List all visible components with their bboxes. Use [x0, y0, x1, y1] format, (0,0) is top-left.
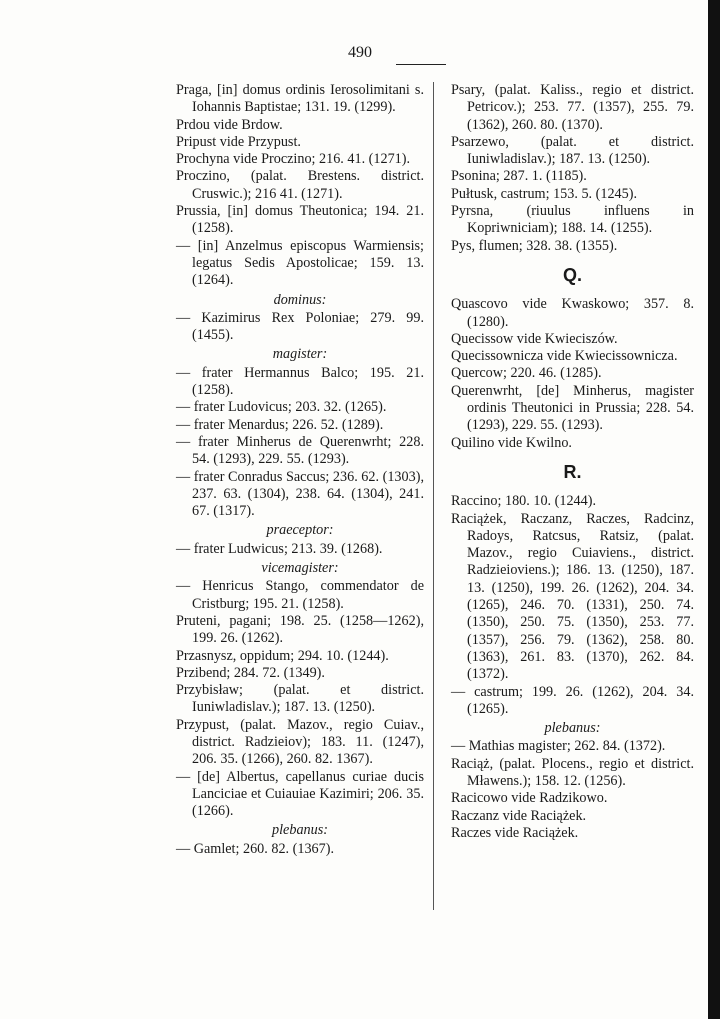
- left-column: [176, 82, 424, 858]
- index-entry: Pułtusk, castrum; 153. 5. (1245).: [451, 185, 638, 202]
- index-entry: Pruteni, pagani; 198. 25. (1258—1262), 199. 26. (1262).: [176, 612, 424, 647]
- index-entry: Proczino, (palat. Brestens. district. Cruswic.); 216 41. (1271).: [176, 168, 424, 202]
- index-entry: — frater Hermannus Balco; 195. 21. (1258).: [176, 364, 424, 399]
- index-entry: Quecissow vide Kwieciszów.: [451, 330, 618, 347]
- index-entry: — [in] Anzelmus episcopus Warmiensis; legatus Sedis Apostolicae; 159. 13. (1264).: [176, 237, 424, 289]
- index-entry: — [de] Albertus, capellanus curiae ducis Lanciciae et Cuiauiae Kazimiri; 206. 35. (1266).: [176, 768, 424, 820]
- index-entry: — frater Menardus; 226. 52. (1289).: [176, 416, 384, 433]
- section-letter: Q.: [562, 264, 582, 285]
- index-entry: Querenwrht, [de] Minherus, magister ordinis Theutonici in Prussia; 228. 54. (1293), 229. 55. (1293).: [451, 382, 694, 434]
- index-entry: — frater Minherus de Querenwrht; 228. 54. (1293), 229. 55. (1293).: [176, 433, 424, 468]
- index-entry: Raczes vide Raciążek.: [451, 824, 579, 841]
- subheading: vicemagister:: [261, 560, 339, 577]
- index-entry: — frater Ludovicus; 203. 32. (1265).: [176, 399, 387, 416]
- index-entry: Quilino vide Kwilno.: [451, 434, 572, 451]
- index-entry: Przibend; 284. 72. (1349).: [176, 664, 325, 681]
- index-entry: Psarzewo, (palat. et district. Iuniwladislav.); 187. 13. (1250).: [451, 133, 694, 168]
- index-entry: Pys, flumen; 328. 38. (1355).: [451, 237, 618, 254]
- index-entry: — castrum; 199. 26. (1262), 204. 34. (1265).: [451, 683, 694, 717]
- index-entry: Quecissownicza vide Kwiecissownicza.: [451, 348, 678, 365]
- subheading: dominus:: [273, 291, 327, 308]
- index-entry: Quascovo vide Kwaskowo; 357. 8. (1280).: [451, 296, 694, 330]
- subheading: magister:: [272, 346, 328, 363]
- index-entry: Raciążek, Raczanz, Raczes, Radcinz, Radoys, Ratcsus, Ratsiz, (palat. Mazov., regio Cuiaviens., district. Radzieioviens.); 186. 13. (1250), 187. 13. (1250), 199. 26. (1262), 204. 34. (1265), 246. 70. (1331), 250. 74. (1350), 250. 75. (1350), 253. 77. (1357), 256. 79. (1362), 258. 80. (1363), 261. 83. (1370), 262. 84. (1372).: [451, 510, 694, 683]
- index-entry: — Gamlet; 260. 82. (1367).: [176, 840, 335, 857]
- index-entry: Praga, [in] domus ordinis Ierosolimitani s. Iohannis Baptistae; 131. 19. (1299).: [176, 82, 424, 116]
- page-edge-shadow: [708, 0, 720, 1019]
- index-entry: Prdou vide Brdow.: [176, 116, 283, 133]
- index-entry: Raczanz vide Raciążek.: [451, 807, 587, 824]
- index-entry: — Kazimirus Rex Poloniae; 279. 99. (1455).: [176, 309, 424, 344]
- section-letter: R.: [563, 461, 582, 482]
- index-entry: Raciąż, (palat. Plocens., regio et district. Mławens.); 158. 12. (1256).: [451, 755, 694, 789]
- index-entry: Przasnysz, oppidum; 294. 10. (1244).: [176, 647, 389, 664]
- index-entry: — frater Ludwicus; 213. 39. (1268).: [176, 540, 383, 557]
- right-column: [451, 82, 694, 842]
- index-entry: Pripust vide Przypust.: [176, 133, 301, 150]
- index-entry: Raccino; 180. 10. (1244).: [451, 493, 596, 510]
- index-entry: Quercow; 220. 46. (1285).: [451, 365, 602, 382]
- index-entry: Przypust, (palat. Mazov., regio Cuiav., district. Radzieiov); 183. 11. (1247), 206. 35. (1266), 260. 82. 1367).: [176, 716, 424, 768]
- index-entry: Prochyna vide Proczino; 216. 41. (1271).: [176, 151, 411, 168]
- subheading: plebanus:: [544, 720, 601, 737]
- subheading: praeceptor:: [266, 522, 334, 539]
- index-entry: — frater Conradus Saccus; 236. 62. (1303), 237. 63. (1304), 238. 64. (1304), 241. 67. (1317).: [176, 468, 424, 520]
- index-entry: Prussia, [in] domus Theutonica; 194. 21. (1258).: [176, 203, 424, 237]
- page-number: 490: [348, 44, 372, 61]
- index-entry: Racicowo vide Radzikowo.: [451, 790, 608, 807]
- column-divider: [433, 82, 434, 910]
- page-number-rule: [396, 64, 446, 65]
- index-entry: — Henricus Stango, commendator de Cristburg; 195. 21. (1258).: [176, 578, 424, 612]
- index-entry: — Mathias magister; 262. 84. (1372).: [451, 738, 666, 755]
- index-entry: Przybisław; (palat. et district. Iuniwladislav.); 187. 13. (1250).: [176, 682, 424, 716]
- index-entry: Psary, (palat. Kaliss., regio et district. Petricov.); 253. 77. (1357), 255. 79. (1362), 260. 80. (1370).: [451, 82, 694, 133]
- subheading: plebanus:: [272, 822, 328, 839]
- index-entry: Pyrsna, (riuulus influens in Kopriwniciam); 188. 14. (1255).: [451, 203, 694, 237]
- index-entry: Psonina; 287. 1. (1185).: [451, 168, 587, 185]
